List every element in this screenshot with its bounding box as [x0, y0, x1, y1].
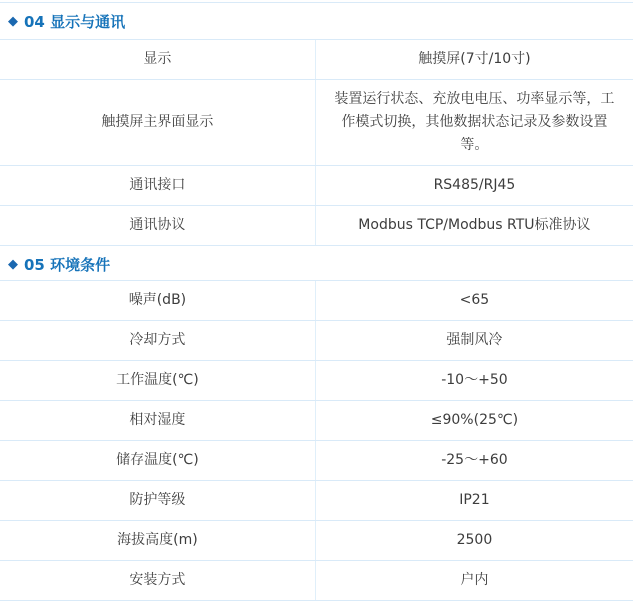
spec-label-cell: 储存温度(℃): [0, 441, 316, 480]
spec-row: [0, 401, 633, 441]
spec-value-cell: <65: [459, 292, 490, 308]
spec-row: [0, 521, 633, 561]
diamond-icon: ◆: [8, 14, 18, 29]
spec-row: [0, 481, 633, 521]
spec-label-cell: 海拔高度(m): [0, 521, 316, 560]
spec-label-cell: 显示: [0, 40, 316, 79]
spec-value-cell: 触摸屏(7寸/10寸): [418, 51, 531, 67]
spec-row: [0, 40, 633, 80]
spec-label-cell: 通讯协议: [0, 206, 316, 245]
spec-label-cell: 通讯接口: [0, 166, 316, 205]
section-title: 05 环境条件: [24, 256, 111, 274]
spec-row: [0, 441, 633, 481]
section-header-environment: [0, 246, 633, 280]
spec-sheet-page: [0, 2, 633, 588]
spec-label-cell: 冷却方式: [0, 321, 316, 360]
spec-value-cell: 户内: [460, 572, 489, 588]
diamond-icon: ◆: [8, 257, 18, 272]
spec-label-cell: 防护等级: [0, 481, 316, 520]
spec-label-cell: 噪声(dB): [0, 281, 316, 320]
spec-value-cell: 2500: [456, 532, 493, 548]
spec-label-cell: 触摸屏主界面显示: [0, 80, 316, 165]
display-communication-table: [0, 39, 633, 246]
section-title: 04 显示与通讯: [24, 13, 126, 31]
spec-value-cell: -25～+60: [441, 452, 508, 468]
spec-row: [0, 361, 633, 401]
spec-value-cell: -10～+50: [441, 372, 508, 388]
spec-value-cell: 装置运行状态、充放电电压、功率显示等，工作模式切换，其他数据状态记录及参数设置等。: [334, 91, 615, 153]
spec-label-cell: 工作温度(℃): [0, 361, 316, 400]
spec-value-cell: RS485/RJ45: [433, 177, 516, 193]
spec-label-cell: 安装方式: [0, 561, 316, 600]
spec-row: [0, 80, 633, 166]
spec-row: [0, 206, 633, 246]
environment-table: [0, 280, 633, 601]
spec-row: [0, 321, 633, 361]
spec-value-cell: ≤90%(25℃): [430, 412, 519, 428]
spec-label-cell: 相对湿度: [0, 401, 316, 440]
spec-value-cell: Modbus TCP/Modbus RTU标准协议: [358, 217, 591, 233]
spec-row: [0, 166, 633, 206]
spec-row: [0, 281, 633, 321]
section-header-display-communication: [0, 3, 633, 39]
spec-row: [0, 561, 633, 601]
spec-value-cell: IP21: [459, 492, 490, 508]
spec-value-cell: 强制风冷: [446, 332, 503, 348]
